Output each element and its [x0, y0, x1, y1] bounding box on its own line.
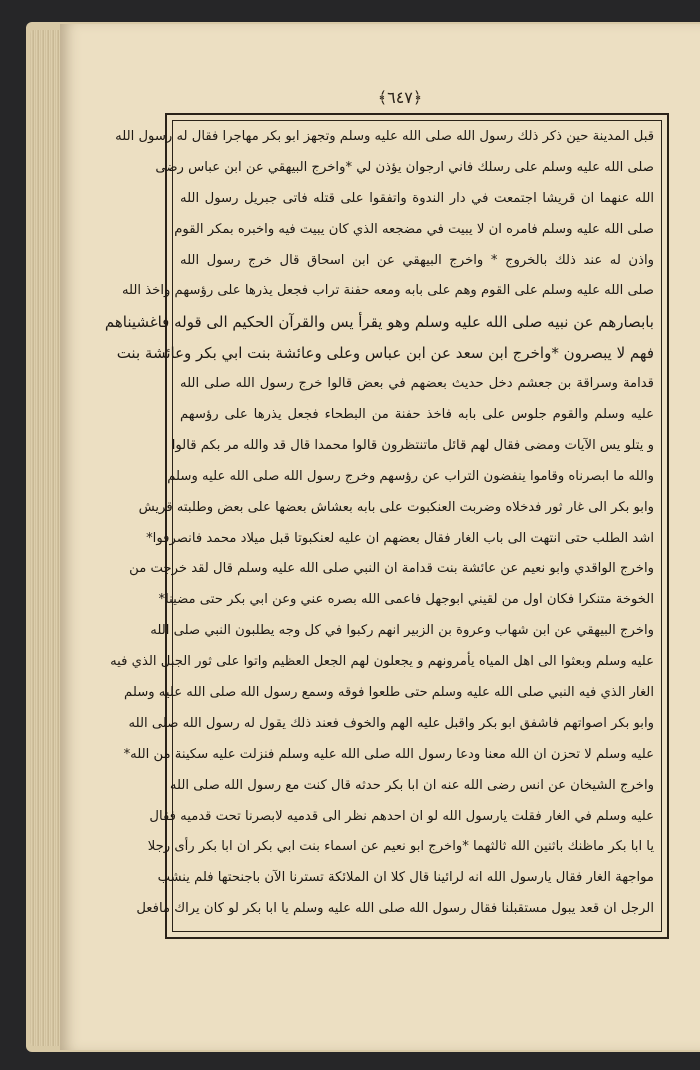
text-line: واخرج البيهقي عن ابن شهاب وعروة بن الزبير انهم ركبوا في كل وجه يطلبون النبي صلى الله [150, 623, 654, 639]
text-line: بابصارهم عن نبيه صلى الله عليه وسلم وهو يقرأ يس والقرآن الحكيم الى قوله فاغشيناهم [104, 313, 654, 332]
text-line: فهم لا يبصرون *واخرج ابن سعد عن ابن عباس وعلى وعائشة بنت ابي بكر وعائشة بنت [116, 344, 654, 363]
text-line: واخرج الشيخان عن انس رضى الله عنه ان ابا بكر حدثه قال كنت مع رسول الله صلى الله [169, 777, 654, 793]
arabic-text-block [104, 122, 654, 928]
text-line: الغار الذي فيه النبي صلى الله عليه وسلم حتى طلعوا فوقه وسمع رسول الله صلى الله عليه وسلم [124, 685, 654, 701]
text-line: الخوخة متنكرا فكان اول من لقيني ابوجهل فاعمى الله بصره عني وعن ابي بكر حتى مضينا* [158, 592, 654, 608]
text-line: صلى الله عليه وسلم على القوم وهم على بابه ومعه حفنة تراب فجعل يذرها على رؤسهم واخذ الله [121, 283, 654, 299]
text-line: عليه وسلم لا تحزن ان الله معنا ودعا رسول الله صلى الله عليه وسلم فنزلت عليه سكينة من الله* [123, 746, 654, 762]
text-line: وابو بكر اصواتهم فاشفق ابو بكر واقبل عليه الهم والخوف فعند ذلك يقول له رسول الله صلى الله [128, 715, 654, 731]
page-number: ﴿٦٤٧﴾ [377, 88, 423, 107]
text-line: والله ما ابصرناه وقاموا ينفضون التراب عن رؤسهم وخرج رسول الله صلى الله عليه وسلم [167, 468, 654, 484]
text-line: اشد الطلب حتى انتهت الى باب الغار فقال بعضهم ان عليه لعنكبوتا قبل ميلاد محمد فانصرفوا* [146, 530, 654, 546]
text-line: و يتلو يس الآيات ومضى فقال لهم قائل ماتنتظرون قالوا محمدا قال قد والله مر بكم قالوا [171, 437, 654, 453]
text-line: يا ابا بكر ماظنك باثنين الله ثالثهما *واخرج ابو نعيم عن اسماء بنت ابي بكر ان ابا بكر رأى رجلا [147, 839, 654, 855]
text-line: الله عنهما ان قريشا اجتمعت في دار الندوة واتفقوا على قتله فاتى جبريل رسول الله [180, 190, 654, 206]
text-line: عليه وسلم وبعثوا الى اهل المياه يأمرونهم و يجعلون لهم الجعل العظيم واتوا على ثور الجبل الذي فيه [110, 654, 654, 670]
text-line: عليه وسلم في الغار فقلت يارسول الله لو ان احدهم نظر الى قدميه لابصرنا تحت قدميه فقال [149, 808, 654, 824]
text-line: قبل المدينة حين ذكر ذلك رسول الله صلى الله عليه وسلم وتجهز ابو بكر مهاجرا فقال له رسول الله [115, 129, 654, 144]
text-line: عليه وسلم والقوم جلوس على بابه فاخذ حفنة من البطحاء فجعل يذرها على رؤسهم [180, 407, 654, 423]
text-line: واخرج الواقدي وابو نعيم عن عائشة بنت قدامة ان النبي صلى الله عليه وسلم قال لقد خرجت من [129, 561, 654, 577]
text-line: قدامة وسراقة بن جعشم دخل حديث بعضهم في بعض قالوا خرج رسول الله صلى الله [180, 376, 654, 392]
text-line: الرجل ان قعد يبول مستقبلنا فقال رسول الله صلى الله عليه وسلم يا ابا بكر لو كان يراك مافعل [136, 901, 654, 917]
text-line: واذن له عند ذلك بالخروج * واخرج البيهقي عن ابن اسحاق قال خرج رسول الله [180, 252, 654, 268]
text-line: وابو بكر الى غار ثور فدخلاه وضربت العنكبوت على بابه بعشاش بعضها على بعض وطلبته قريش [138, 499, 654, 515]
page-stack-edges [30, 30, 64, 1046]
text-line: صلى الله عليه وسلم فامره ان لا يبيت في مضجعه الذي كان يبيت فيه واخبره بمكر القوم [174, 221, 654, 237]
text-line: صلى الله عليه وسلم على رسلك فاني ارجوان يؤذن لي *واخرج البيهقي عن ابن عباس رضى [155, 159, 654, 175]
text-line: مواجهة الغار فقال يارسول الله انه لرائينا قال كلا ان الملائكة تسترنا الآن باجنحتها فلم ينشب [157, 870, 654, 886]
